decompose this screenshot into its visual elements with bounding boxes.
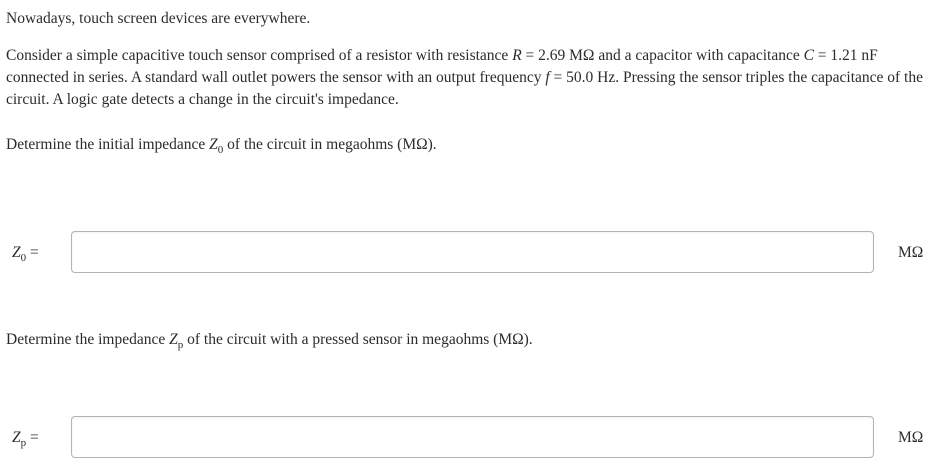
zp-label-symbol: Z xyxy=(12,429,21,446)
question-2-subscript: p xyxy=(177,339,184,351)
zp-label-subscript: p xyxy=(20,437,27,449)
problem-text-3: = 1.21 nF connected in series. A standard wall outlet powers the sensor with an output frequency xyxy=(6,47,878,86)
z0-unit: MΩ xyxy=(898,244,924,261)
zp-label-equals: = xyxy=(26,429,39,446)
capacitance-symbol: C xyxy=(803,47,814,64)
answer-row-z0 xyxy=(0,231,938,275)
answer-row-zp xyxy=(0,416,938,460)
question-1-before: Determine the initial impedance xyxy=(6,136,210,153)
question-2-after: of the circuit with a pressed sensor in megaohms (MΩ). xyxy=(183,331,533,348)
question-1-symbol: Z xyxy=(209,136,218,153)
zp-label xyxy=(12,429,39,447)
z0-label xyxy=(12,244,39,262)
frequency-symbol: f xyxy=(545,69,550,86)
question-2-symbol: Z xyxy=(169,331,178,348)
problem-statement xyxy=(6,45,931,111)
resistance-symbol: R xyxy=(512,47,522,64)
question-1-subscript: 0 xyxy=(217,144,224,156)
z0-label-equals: = xyxy=(26,244,39,261)
z0-answer-input[interactable] xyxy=(71,231,874,273)
problem-text-1: Consider a simple capacitive touch sensor comprised of a resistor with resistance xyxy=(6,47,513,64)
question-1-after: of the circuit in megaohms (MΩ). xyxy=(223,136,437,153)
problem-text-4: = 50.0 Hz. Pressing the sensor triples the capacitance of the circuit. A logic gate detects a change in the circuit's impedance. xyxy=(6,69,923,108)
question-2-text xyxy=(6,329,931,352)
intro-text: Nowadays, touch screen devices are everywhere. xyxy=(6,10,311,27)
question-1-text xyxy=(6,134,931,157)
problem-text-2: = 2.69 MΩ and a capacitor with capacitance xyxy=(521,47,804,64)
question-2-before: Determine the impedance xyxy=(6,331,170,348)
z0-label-symbol: Z xyxy=(12,244,21,261)
zp-answer-input[interactable] xyxy=(71,416,874,458)
z0-label-subscript: 0 xyxy=(20,252,27,264)
zp-unit: MΩ xyxy=(898,429,924,446)
